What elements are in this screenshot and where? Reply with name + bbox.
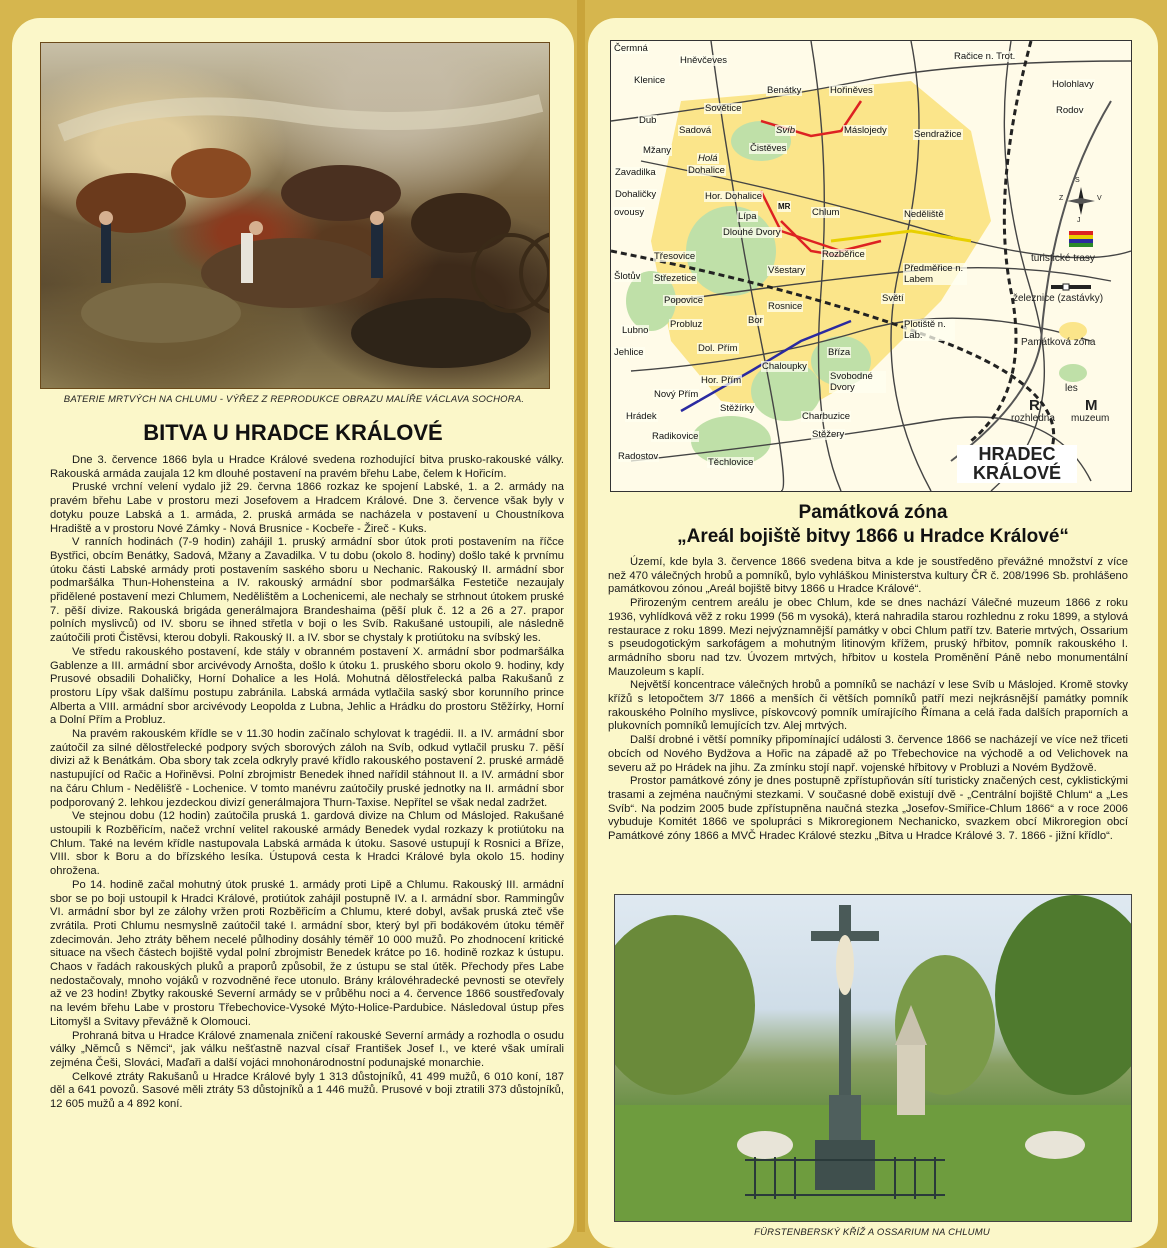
map-place: Dohaličky <box>615 189 657 200</box>
map-place: Lubno <box>622 325 649 336</box>
left-panel <box>12 18 574 1248</box>
paragraph: Největší koncentrace válečných hrobů a pomníků se nachází v lese Svíb u Máslojed. Kromě stovky křížů s letopočtem 3/7 1866 a menších či větších pomníků patří mezi nejkrásnější památky pomník rakouského Polního myslivce, pískovcový pomník umírajícího Římana a celá řada dalších praporních a plukovních pomníků lemujících tzv. Alej mrtvých. <box>608 679 1128 733</box>
map-place: Chlum <box>812 207 840 218</box>
compass-rose <box>1067 187 1095 215</box>
map-place: Benátky <box>767 85 802 96</box>
map-place: Jehlice <box>614 347 644 358</box>
legend-museum-letter: M <box>1085 397 1098 414</box>
map-place: Třesovice <box>654 251 696 262</box>
compass-south: J <box>1077 217 1081 224</box>
map-place: Střezetice <box>654 273 697 284</box>
city-label <box>957 445 1077 483</box>
map-place: Sadová <box>679 125 712 136</box>
museum-tower-mark: MR <box>778 202 791 211</box>
map-place: Hněvčeves <box>680 55 727 66</box>
legend-museum: muzeum <box>1071 413 1110 424</box>
legend-railway: železnice (zastávky) <box>1013 293 1104 304</box>
paragraph: Přirozeným centrem areálu je obec Chlum, kde se dnes nachází Válečné muzeum 1866 z roku 1936, vyhlídková věž z roku 1999 (56 m vysoká), která nahradila starou rozhlednu z roku 1899, a stylová restaurace z roku 1899. Mezi nejvýznamnější památky v obci Chlum patří tzv. Baterie mrtvých, Ossarium s pseudogotickým sarkofágem a mohutným litinovým křížem, pruský hřbitov, pomník rakouského I. armádního sboru nad tzv. Úvozem mrtvých, hřbitov u kostela Proměnění Páně nebo monumentální Mauzoleum s kaplí. <box>608 597 1128 678</box>
map-place: Hor. Dohalice <box>705 191 763 202</box>
paragraph: V ranních hodinách (7-9 hodin) zahájil 1. pruský armádní sbor útok proti postavením na říčce Bystřici, obcím Benátky, Sadová, Mžany a Zavadilka. V tu dobu (okolo 8. hodiny) došlo také k prvnímu útoku části Labské armády proti postavením saského sboru u Nechanic. Rakouský II. armádní sbor podmaršálka Thun-Hohensteina a IV. rakouský armádní sbor podmaršálka Festetiče nezaujaly přidělené postavení mezi Chlumem, Nedělištěm a Lochenicemi, ale nechaly se strhnout útokem pruské 7. pěší divize. Rakouská brigáda generálmajora Brandeshaima (pěší pluk č. 12 a 26 a 27. prapor polních myslivců) od IV. sboru se ihned střetla v boji o les Svíb. Rakušané ustoupili, ale následně zaútočili proti Čistěvsi, kterou dobyli. Rakouský II. a IV. sbor se chystaly k protiútoku na svíbský les. <box>50 536 564 645</box>
photo-drawing <box>615 895 1131 1221</box>
map-place: Zavadilka <box>615 167 656 178</box>
map-place: Probluz <box>670 319 703 330</box>
map-place: Lípa <box>738 211 757 222</box>
map-place: Sovětice <box>705 103 742 114</box>
legend-forest: les <box>1065 383 1078 394</box>
map-place: Radostov <box>618 451 659 462</box>
map-place: ovousy <box>614 207 645 218</box>
map-place: Čistěves <box>750 143 787 154</box>
ossarium-photo <box>614 894 1132 1222</box>
legend-tower-letter: R <box>1029 397 1040 414</box>
compass-east: V <box>1097 195 1102 202</box>
zone-title: Památková zóna <box>798 502 948 523</box>
zone-subtitle: „Areál bojiště bitvy 1866 u Hradce Králové“ <box>677 526 1069 547</box>
map-place: Všestary <box>768 265 805 276</box>
photo-caption: FÜRSTENBERSKÝ KŘÍŽ A OSSARIUM NA CHLUMU <box>754 1227 990 1238</box>
map-place: Radikovice <box>652 431 699 442</box>
map-place: Dlouhé Dvory <box>723 227 781 238</box>
brochure-fold <box>577 0 585 1232</box>
map-place: Hor. Přím <box>701 375 742 386</box>
paragraph: Ve středu rakouského postavení, kde stály v obranném postavení X. armádní sbor podmaršálka Gablenze a III. armádní sbor arcivévody Arnošta, došlo k útoku 1. pruského sboru okolo 9. hodiny, kdy Prusové obsadili Dohaličky, Horní Dohalice a les Holá. Mohutná dělostřelecká palba Rakušanů z prostoru Lípy však dalšímu postupu zabránila. Labská armáda vytlačila saský sbor korunního prince Alberta a VIII. armádní sbor arcivévody Leopolda z Lubna, Jehlic a Hrádku do prostoru Stěžírky, Horní a Dolní Přím a Probluz. <box>50 645 564 727</box>
city-label-line: KRÁLOVÉ <box>972 463 1061 483</box>
map-place: Dub <box>639 115 657 126</box>
map-place: Charbuzice <box>802 411 851 422</box>
map-place: Dohalice <box>688 165 725 176</box>
map-place: Šlotův <box>614 271 641 282</box>
paragraph: Další drobné i větší pomníky připomínající události 3. července 1866 se nacházejí ve více než třiceti obcích od Nového Bydžova a Hořic na západě až po Třebechovice na východě a od Velichovek na severu až po Hrádek na jihu. Za zmínku stojí např. vojenské hřbitovy v Probluzi a Novém Bydžově. <box>608 734 1128 774</box>
paragraph: Pruské vrchní velení vydalo již 29. června 1866 rozkaz ke spojení Labské, 1. a 2. armády na pravém břehu Labe v prostoru mezi Josefovem a Hradcem Králové. Dne 3. července však byly v dotyku pouze Labská a 1. armáda, 2. pruská armáda se nacházela v postavení u Choustníkova Hradiště a v prostoru Nové Zámky - Nová Brusnice - Kocbeře - Žireč - Kuks. <box>50 481 564 535</box>
map-place: Svobodné Dvory <box>829 371 886 393</box>
map-place: Hrádek <box>626 411 657 422</box>
legend-trails: turistické trasy <box>1031 253 1095 264</box>
paragraph: Celkové ztráty Rakušanů u Hradce Králové byly 1 313 důstojníků, 41 499 mužů, 6 010 koní, 187 děl a 641 povozů. Sasové měli ztráty 53 důstojníků a 1 446 mužů. Prusové v boji ztratili 373 důstojníků, 12 605 mužů a 4 892 koní. <box>50 1070 564 1111</box>
map-place: Chaloupky <box>762 361 807 372</box>
compass-north: S <box>1075 177 1080 184</box>
painting-figures <box>41 43 549 388</box>
legend-zone: Památková zóna <box>1021 337 1096 348</box>
map-place: Holohlavy <box>1052 79 1094 90</box>
article-title: BITVA U HRADCE KRÁLOVÉ <box>143 420 443 445</box>
paragraph: Po 14. hodině začal mohutný útok pruské 1. armády proti Lipě a Chlumu. Rakouský III. armádní sbor se po boji ustoupil k Hradci Králové, protiútok zahájil postupně IV. a I. armádní sbor. Rammingův VI. armádní sbor byl ze zálohy vržen proti Rozběřicím a Chlumu, které dobyl, avšak pruská zteč vše zvrátila. Proti Chlumu nesmyslně zaútočil také I. armádní sbor, který byl při bodákovém útoku téměř zdecimován. Jeho ztráty během necelé půlhodiny dosáhly téměř 10 000 mužů. Po zhodnocení kritické situace na všech částech bojiště vydal polní zbrojmistr Benedek krátce po 16. hodině rozkaz k ústupu. Chaos v řadách rakouských pluků a praporů způsobil, že z ústupu se stal útěk. Přechody přes Labe nedostačovaly, mnoho vojáků v rozvodněné řece utonulo. Brány královéhradecké pevnosti se otevřely až ve 23 hodin! Zbytky rakouské Severní armády se v průběhu noci a 4. července 1866 soustřeďovaly na levém břehu Labe v prostoru Třebechovice-Vysoké Mýto-Holice-Pardubice. Následoval ústup přes Litomyšl a Svitavy převážně k Olomouci. <box>50 878 564 1028</box>
map-place: Bříza <box>828 347 851 358</box>
legend-tower: rozhledna <box>1011 413 1055 424</box>
paragraph: Na pravém rakouském křídle se v 11.30 hodin začínalo schylovat k tragédii. II. a IV. armádní sbor zaútočil za silné dělostřelecké podpory svých sborových záloh na Svíb, odkud vytlačil prusku 7. pěší divizi až k Benátkám. Oba sbory tak zcela odkryly pravé křídlo rakouského postavení 2. pruské armádě nastupující od Račic a Hořiněvsi. Polní zbrojmistr Benedek ihned nařídil stáhnout II. a IV. armádní sbor na čáru Chlum - Nedělišťě - Lochenice. V tomto manévru zaútočily pruské jednotky na II. armádní sbor podporovaný 2. lehkou jezdeckou divizí generálmajora Thurn-Taxise. Nepřítel se však nedal zadržet. <box>50 728 564 809</box>
map-place: Račice n. Trot. <box>954 51 1016 62</box>
map-place: Klenice <box>634 75 666 86</box>
map-place: Bor <box>748 315 763 326</box>
paragraph: Prostor památkové zóny je dnes postupně zpřístupňován sítí turisticky značených cest, cyklistickými trasami a zejména naučnými stezkami. V současné době existují dvě - „Centrální bojiště Chlum“ a „Les Svíb“. Na podzim 2005 bude zpřístupněna naučná stezka „Josefov-Smiřice-Chlum 1866“ a v roce 2006 vybuduje Komitét 1866 ve spolupráci s Mikroregionem Nechanicko, svazkem obcí Mikroregion obcí Památkové zóny 1866 a MVČ Hradec Králové stezku „Bitva u Hradce Králové 3. 7. 1866 - jižní křídlo“. <box>608 775 1128 843</box>
painting-caption: BATERIE MRTVÝCH NA CHLUMU - VÝŘEZ Z REPRODUKCE OBRAZU MALÍŘE VÁCLAVA SOCHORA. <box>63 394 525 405</box>
map-place: Plotiště n. Lab. <box>903 319 955 341</box>
battlefield-map <box>610 40 1132 492</box>
map-place: Mžany <box>643 145 671 156</box>
map-place: Máslojedy <box>844 125 887 136</box>
map-place: Hořiněves <box>830 85 873 96</box>
article-body <box>50 454 564 1112</box>
compass-west: Z <box>1059 195 1064 202</box>
map-place: Stěžery <box>812 429 845 440</box>
map-place: Holá <box>698 153 718 164</box>
city-label-line: HRADEC <box>978 444 1056 464</box>
map-place: Popovice <box>664 295 704 306</box>
zone-body <box>608 556 1128 844</box>
map-place: Rosnice <box>768 301 803 312</box>
battle-painting <box>40 42 550 389</box>
map-place: Těchlovice <box>708 457 754 468</box>
paragraph: Prohraná bitva u Hradce Králové znamenala zničení rakouské Severní armády a rozhodla o osudu války „Němců s Němci“, jak válku nešťastně nazval císař František Josef I., ve které však umírali zejména Češi, Slováci, Maďaři a další vojáci mnohonárodnostní podunajské monarchie. <box>50 1029 564 1069</box>
paragraph: Území, kde byla 3. července 1866 svedena bitva a kde je soustředěno převážné množství z více než 470 válečných hrobů a pomníků, bylo vyhláškou Ministerstva kultury ČR č. 208/1996 Sb. prohlášeno památkovou zónou „Areál bojiště bitvy 1866 u Hradce Králové“. <box>608 556 1128 596</box>
map-place: Světí <box>882 293 904 304</box>
map-place: Stěžírky <box>720 403 755 414</box>
map-place: Svíb <box>776 125 796 136</box>
map-place: Sendražice <box>914 129 962 140</box>
paragraph: Ve stejnou dobu (12 hodin) zaútočila pruská 1. gardová divize na Chlum od Máslojed. Rakušané ustoupili k Rozběřicím, načež vrchní velitel rakouské armády Benedek vydal rozkazy k protiútoku na Chlum. Také na levém křídle nastupovala Labská armáda k útoku. Sasové ustupují k Rosnici a Bříze, VIII. sbor k Boru a do břízského lesíka. Ústupová cesta k Hradci Králové byla okolo 15. hodiny ohrožena. <box>50 810 564 878</box>
map-place: Rozběřice <box>822 249 865 260</box>
map-place: Neděliště <box>904 209 944 220</box>
map-place: Dol. Přím <box>698 343 738 354</box>
map-place: Rodov <box>1056 105 1084 116</box>
map-place: Čermná <box>614 43 648 54</box>
map-place: Předměřice n. Labem <box>903 263 967 285</box>
paragraph: Dne 3. července 1866 byla u Hradce Králové svedena rozhodující bitva prusko-rakouské války. Rakouská armáda zaujala 12 km dlouhé postavení na pravém břehu Labe, čelem k Hořicím. <box>50 454 564 480</box>
right-panel <box>588 18 1158 1248</box>
map-place: Nový Přím <box>654 389 699 400</box>
